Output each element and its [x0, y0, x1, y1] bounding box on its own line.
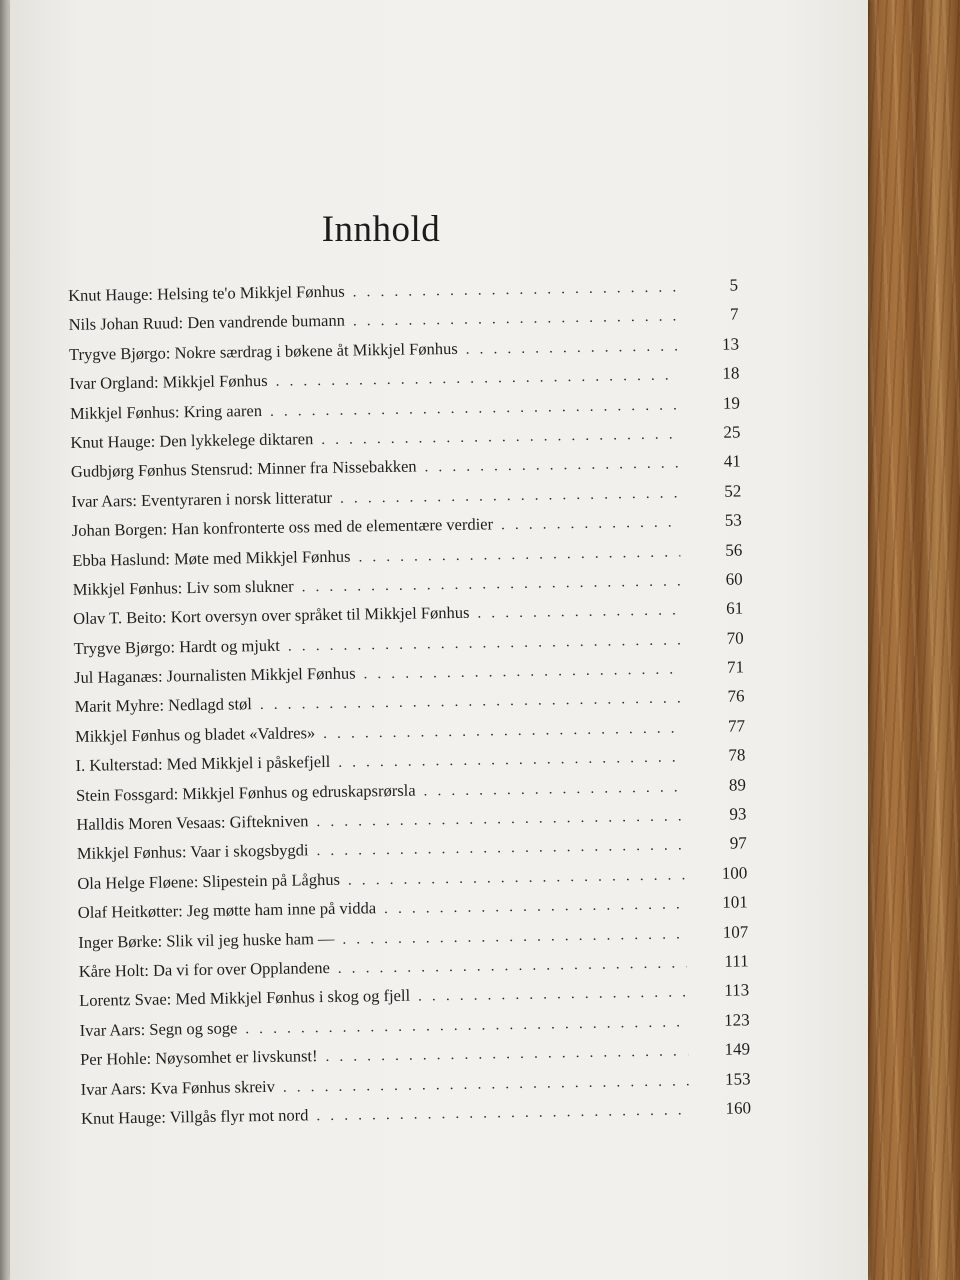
- dot-leader: [288, 632, 682, 655]
- toc-entry-page-number: 60: [725, 569, 743, 589]
- toc-entry-page-number: 70: [726, 628, 744, 648]
- toc-entry-title: Ivar Aars: Kva Fønhus skreiv: [80, 1076, 276, 1099]
- toc-entry-page-number: 61: [725, 598, 744, 618]
- dot-leader: [302, 573, 681, 596]
- toc-entry-title: Mikkjel Fønhus og bladet «Valdres»: [74, 723, 316, 746]
- dot-leader: [477, 603, 681, 623]
- toc-entry-title: Knut Hauge: Villgås flyr mot nord: [80, 1105, 309, 1128]
- dot-leader: [316, 1102, 689, 1125]
- toc-entry-page-number: 111: [724, 951, 749, 971]
- toc-entry-page-number: 52: [724, 481, 742, 501]
- toc-entry-page-number: 153: [724, 1068, 751, 1089]
- toc-entry-page-number: 71: [726, 657, 745, 677]
- toc-entry-title: Trygve Bjørgo: Hardt og mjukt: [73, 635, 281, 658]
- toc-entry-page-number: 100: [721, 863, 748, 883]
- toc-entry-title: Jul Haganæs: Journalisten Mikkjel Fønhus: [74, 663, 356, 688]
- dot-leader: [348, 867, 686, 889]
- toc-entry-title: Mikkjel Fønhus: Kring aaren: [69, 400, 263, 423]
- toc-entry-title: Inger Børke: Slik vil jeg huske ham —: [78, 928, 335, 952]
- dot-leader: [340, 485, 680, 507]
- toc-entry-title: Mikkjel Fønhus: Vaar i skogsbygdi: [76, 840, 309, 864]
- dot-leader: [342, 926, 686, 948]
- toc-entry-page-number: 13: [721, 334, 740, 354]
- toc-entry-title: Knut Hauge: Den lykkelege diktaren: [70, 429, 314, 452]
- toc-entry-page-number: 56: [725, 539, 743, 560]
- toc-entry-title: Trygve Bjørgo: Nokre særdrag i bøkene åt Mikkjel Fønhus: [68, 338, 458, 364]
- toc-entry-page-number: 19: [722, 393, 741, 413]
- dot-leader: [384, 897, 686, 919]
- toc-entry-title: Olav T. Beito: Kort oversyn over språket til Mikkjel Fønhus: [73, 603, 470, 629]
- toc-entry-title: Knut Hauge: Helsing te'o Mikkjel Fønhus: [68, 281, 345, 305]
- toc-entry-page-number: 149: [724, 1039, 751, 1059]
- toc-entry-page-number: 18: [722, 363, 740, 383]
- toc-entry-title: Ola Helge Fløene: Slipestein på Låghus: [77, 869, 341, 893]
- toc-entry-title: Ivar Orgland: Mikkjel Fønhus: [69, 371, 268, 394]
- dot-leader: [260, 691, 683, 715]
- toc-entry-page-number: 97: [729, 833, 747, 854]
- toc-entry-page-number: 89: [728, 775, 747, 795]
- dot-leader: [276, 368, 678, 391]
- book-page: [10, 0, 868, 1280]
- dot-leader: [353, 309, 677, 331]
- dot-leader: [321, 426, 678, 449]
- toc-entry-title: I. Kulterstad: Med Mikkjel i påskefjell: [75, 752, 331, 776]
- toc-entry-title: Per Hohle: Nøysomhet er livskunst!: [80, 1046, 318, 1070]
- toc-entry-page-number: 107: [722, 921, 749, 942]
- dot-leader: [466, 338, 678, 358]
- toc-entry-title: Ebba Haslund: Møte med Mikkjel Fønhus: [72, 546, 351, 570]
- dot-leader: [325, 1044, 688, 1067]
- toc-entry-page-number: 7: [729, 304, 739, 324]
- dot-leader: [316, 838, 685, 861]
- dot-leader: [270, 397, 678, 420]
- dot-leader: [323, 720, 683, 743]
- table-of-contents: [68, 275, 751, 1138]
- dot-leader: [418, 985, 687, 1006]
- toc-entry-page-number: 53: [724, 510, 742, 530]
- wooden-table-surface: [868, 0, 960, 1280]
- toc-entry-title: Mikkjel Fønhus: Liv som slukner: [72, 576, 294, 599]
- dot-leader: [353, 279, 677, 301]
- toc-entry-page-number: 93: [729, 804, 747, 824]
- toc-entry-title: Ivar Aars: Eventyraren i norsk litteratur: [71, 487, 333, 511]
- toc-entry-page-number: 123: [723, 1010, 750, 1030]
- dot-leader: [501, 515, 680, 535]
- page-title: Innhold: [321, 209, 441, 250]
- toc-entry-page-number: 101: [722, 892, 748, 913]
- dot-leader: [424, 456, 679, 477]
- toc-entry-page-number: 113: [724, 980, 750, 1001]
- dot-leader: [363, 661, 682, 683]
- dot-leader: [316, 808, 684, 831]
- dot-leader: [358, 544, 680, 566]
- toc-entry-page-number: 78: [728, 745, 746, 765]
- dot-leader: [245, 1014, 688, 1038]
- dot-leader: [338, 750, 683, 772]
- dot-leader: [338, 955, 687, 977]
- toc-entry-title: Ivar Aars: Segn og soge: [79, 1018, 238, 1040]
- dot-leader: [283, 1073, 689, 1096]
- toc-entry-title: Olaf Heitkøtter: Jeg møtte ham inne på vidda: [77, 898, 377, 923]
- toc-entry-page-number: 76: [727, 686, 745, 707]
- toc-entry-title: Halldis Moren Vesaas: Giftekniven: [76, 811, 309, 834]
- dot-leader: [423, 779, 684, 800]
- toc-entry-title: Kåre Holt: Da vi for over Opplandene: [78, 957, 330, 981]
- toc-entry-title: Stein Fossgard: Mikkjel Fønhus og edruskapsrørsla: [75, 780, 416, 805]
- toc-entry-page-number: 5: [729, 275, 739, 295]
- toc-entry-page-number: 160: [725, 1098, 752, 1118]
- toc-entry-page-number: 77: [727, 716, 746, 736]
- toc-entry-title: Marit Myhre: Nedlagd støl: [74, 694, 253, 717]
- toc-entry-page-number: 41: [723, 451, 741, 472]
- toc-entry-page-number: 25: [723, 422, 741, 442]
- toc-entry-title: Johan Borgen: Han konfronterte oss med de elementære verdier: [71, 514, 494, 541]
- toc-entry-title: Nils Johan Ruud: Den vandrende bumann: [68, 311, 346, 335]
- toc-entry-title: Lorentz Svae: Med Mikkjel Fønhus i skog og fjell: [79, 986, 411, 1011]
- toc-entry-title: Gudbjørg Fønhus Stensrud: Minner fra Nissebakken: [70, 456, 417, 482]
